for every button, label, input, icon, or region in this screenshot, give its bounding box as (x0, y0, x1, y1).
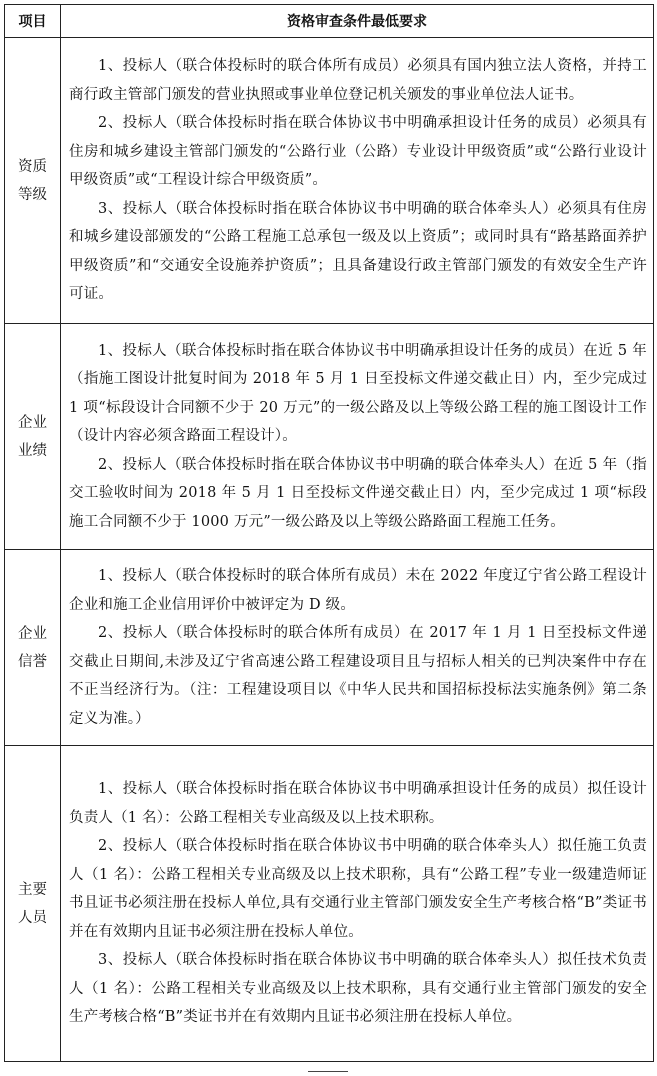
item-label-line: 业绩 (18, 442, 47, 459)
requirements-cell (61, 746, 654, 1062)
requirements-cell (61, 550, 654, 746)
requirement-paragraph: 2、投标人（联合体投标时指在联合体协议书中明确的联合体牵头人）拟任施工负责人（1 名）：公路工程相关专业高级及以上技术职称，具有“公路工程”专业一级建造师证书且证书必须注册在投标人单位,具有交通行业主管部门颁发安全生产考核合格“B”类证书并在有效期内且证书必须注册在投标人单位。 (69, 838, 647, 940)
table-row-personnel (5, 746, 654, 1062)
requirements-table (4, 4, 654, 1062)
item-cell (5, 746, 61, 1062)
requirement-paragraph: 2、投标人（联合体投标时指在联合体协议书中明确的联合体牵头人）在近 5 年（指交工验收时间为 2018 年 5 月 1 日至投标文件递交截止日）内，至少完成过 1 项“标段施工合同额不少于 1000 万元”一级公路及以上等级公路路面工程施工任务。 (69, 456, 647, 530)
item-label-line: 主要 (18, 881, 47, 898)
requirements-cell (61, 38, 654, 324)
requirement-paragraph: 1、投标人（联合体投标时指在联合体协议书中明确承担设计任务的成员）拟任设计负责人（1 名）：公路工程相关专业高级及以上技术职称。 (69, 781, 647, 826)
item-cell (5, 38, 61, 324)
item-label-line: 等级 (18, 186, 47, 203)
header-item: 项目 (5, 5, 61, 38)
item-cell (5, 324, 61, 550)
requirement-paragraph: 1、投标人（联合体投标时指在联合体协议书中明确承担设计任务的成员）在近 5 年（指施工图设计批复时间为 2018 年 5 月 1 日至投标文件递交截止日）内，至少完成过 1 项“标段设计合同额不少于 20 万元”的一级公路及以上等级公路工程的施工图设计工作（设计内容必须含路面工程设计）。 (69, 342, 647, 445)
item-label-line: 信誉 (18, 653, 47, 670)
requirement-paragraph: 3、投标人（联合体投标时指在联合体协议书中明确的联合体牵头人）拟任技术负责人（1 名）：公路工程相关专业高级及以上技术职称，具有交通行业主管部门颁发的安全生产考核合格“B”类证书并在有效期内且证书必须注册在投标人单位。 (69, 952, 647, 1026)
item-label-line: 企业 (18, 625, 47, 642)
requirements-cell (61, 324, 654, 550)
page-footer-rule (308, 1071, 348, 1072)
table-row-credit (5, 550, 654, 746)
table-row-qualification (5, 38, 654, 324)
item-label-line: 资质 (18, 158, 47, 175)
header-requirements: 资格审查条件最低要求 (61, 5, 654, 38)
requirement-paragraph: 3、投标人（联合体投标时指在联合体协议书中明确的联合体牵头人）必须具有住房和城乡建设部颁发的“公路工程施工总承包一级及以上资质”；或同时具有“路基路面养护甲级资质”和“交通安全设施养护资质”；且具备建设行政主管部门颁发的有效安全生产许可证。 (69, 200, 647, 303)
table-header-row (5, 5, 654, 38)
requirement-paragraph: 1、投标人（联合体投标时的联合体所有成员）必须具有国内独立法人资格，并持工商行政主管部门颁发的营业执照或事业单位登记机关颁发的事业单位法人证书。 (69, 58, 647, 103)
item-label-line: 企业 (18, 414, 47, 431)
table-row-performance (5, 324, 654, 550)
requirement-paragraph: 2、投标人（联合体投标时指在联合体协议书中明确承担设计任务的成员）必须具有住房和城乡建设主管部门颁发的“公路行业（公路）专业设计甲级资质”或“公路行业设计甲级资质”或“工程设计综合甲级资质”。 (69, 115, 647, 189)
item-cell (5, 550, 61, 746)
item-label-line: 人员 (18, 909, 47, 926)
requirement-paragraph: 2、投标人（联合体投标时的联合体所有成员）在 2017 年 1 月 1 日至投标文件递交截止日期间,未涉及辽宁省高速公路工程建设项目且与招标人相关的已判决案件中存在不正当经济行为。（注：工程建设项目以《中华人民共和国招标投标法实施条例》第二条定义为准。） (69, 625, 647, 727)
requirement-paragraph: 1、投标人（联合体投标时的联合体所有成员）未在 2022 年度辽宁省公路工程设计企业和施工企业信用评价中被评定为 D 级。 (69, 568, 647, 613)
